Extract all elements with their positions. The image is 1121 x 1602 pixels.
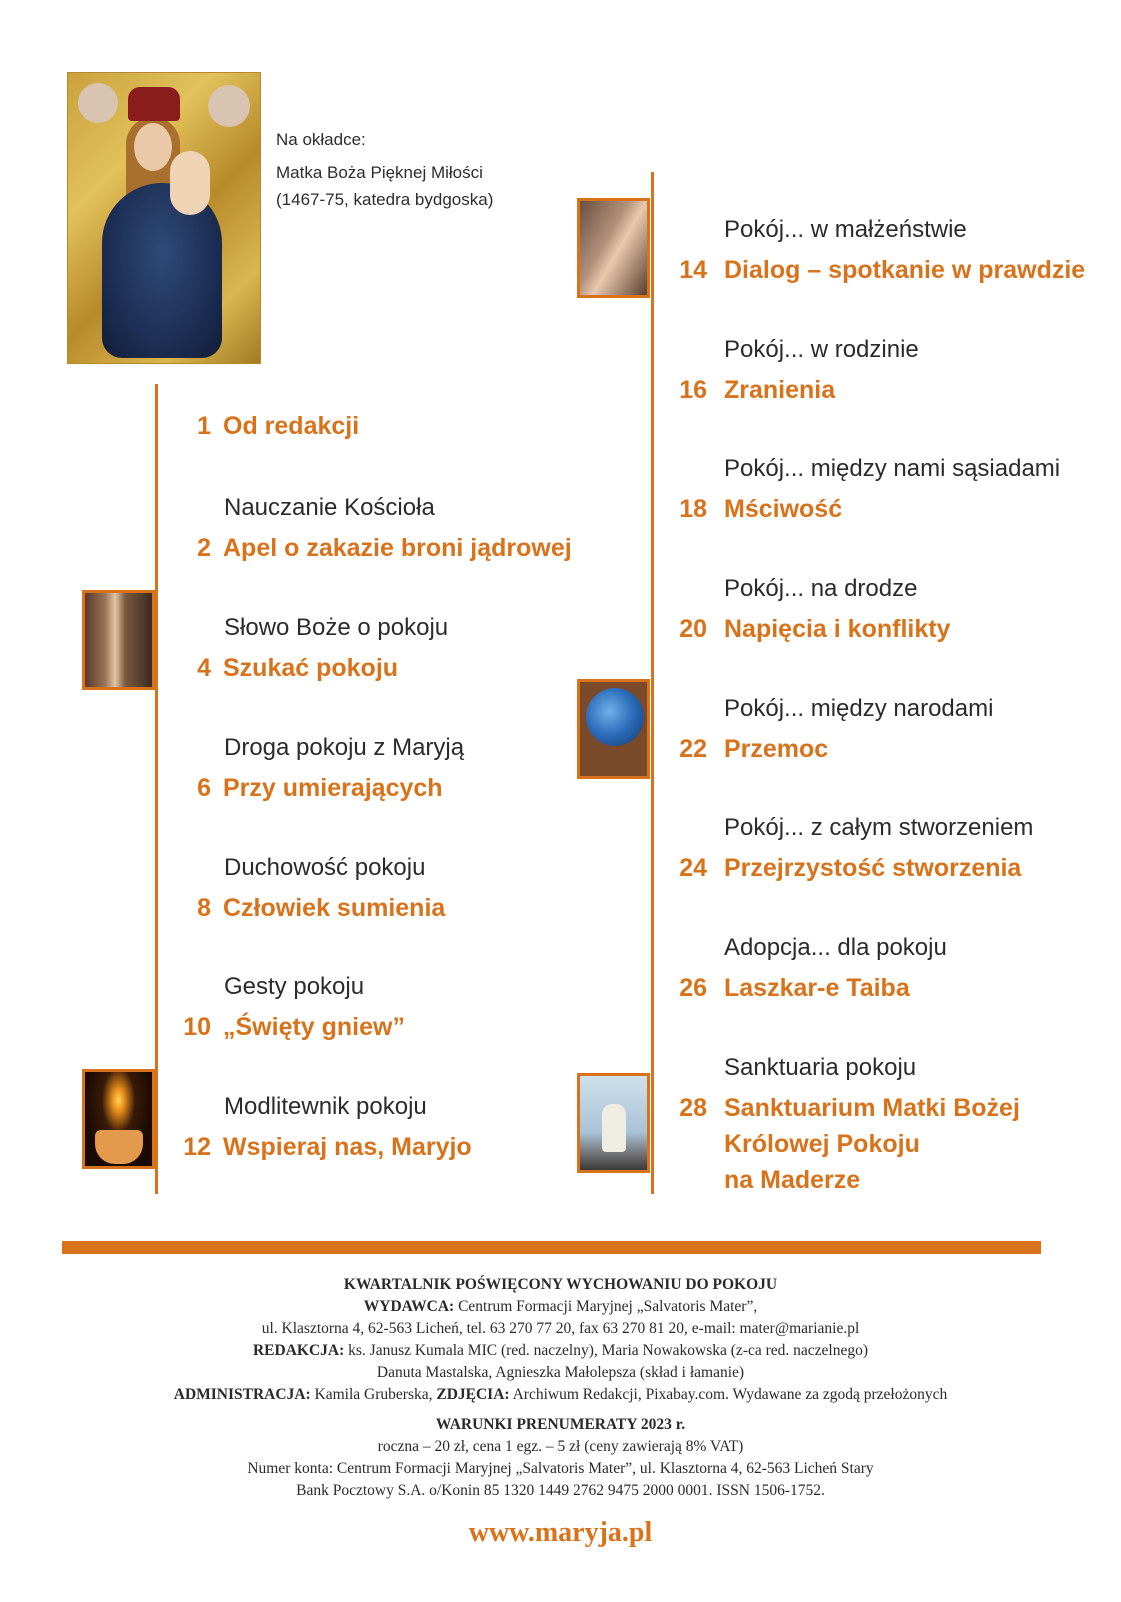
page-number: 22: [679, 735, 707, 763]
page-number: 14: [679, 256, 707, 284]
toc-entry-4[interactable]: [180, 614, 620, 686]
section-label: Nauczanie Kościoła: [224, 494, 435, 521]
cover-details: (1467-75, katedra bydgoska): [276, 190, 494, 209]
publication-info: [0, 1274, 1121, 1548]
page-number: 10: [183, 1013, 211, 1041]
photos: Archiwum Redakcji, Pixabay.com. Wydawane za zgodą przełożonych: [512, 1386, 948, 1403]
entry-title: Człowiek sumienia: [223, 894, 446, 922]
entry-title: Przy umierających: [223, 774, 443, 802]
section-label: Sanktuaria pokoju: [724, 1054, 917, 1081]
page-number: 8: [197, 894, 211, 922]
subscription-heading: WARUNKI PRENUMERATY 2023 r.: [435, 1416, 686, 1433]
toc-entry-2[interactable]: [180, 494, 620, 566]
footer-heading: KWARTALNIK POŚWIĘCONY WYCHOWANIU DO POKOJU: [343, 1276, 778, 1293]
cover-title: Matka Boża Pięknej Miłości: [276, 163, 483, 182]
entry-title: Szukać pokoju: [223, 654, 399, 682]
page-number: 6: [197, 774, 211, 802]
toc-entry-26[interactable]: [676, 934, 1106, 1006]
section-label: Pokój... z całym stworzeniem: [724, 814, 1034, 841]
thumb-painting: [82, 590, 155, 690]
section-label: Pokój... między narodami: [724, 695, 994, 722]
thumb-couple: [577, 198, 650, 298]
section-label: Pokój... w rodzinie: [724, 336, 919, 363]
right-divider-line: [651, 172, 654, 1194]
admin-label: ADMINISTRACJA:: [173, 1386, 311, 1403]
section-label: Adopcja... dla pokoju: [724, 934, 947, 961]
toc-entry-22[interactable]: [676, 695, 1106, 767]
section-label: Modlitewnik pokoju: [224, 1093, 427, 1120]
section-label: Słowo Boże o pokoju: [224, 614, 449, 641]
editors-line2: Danuta Mastalska, Agnieszka Małolepsza (skład i łamanie): [376, 1364, 745, 1381]
section-label: Duchowość pokoju: [224, 854, 426, 881]
website-link[interactable]: www.maryja.pl: [468, 1517, 653, 1548]
toc-entry-1[interactable]: [180, 408, 620, 444]
toc-entry-12[interactable]: [180, 1093, 620, 1165]
subscription: roczna – 20 zł, cena 1 egz. – 5 zł (ceny zawierają 8% VAT): [377, 1438, 744, 1455]
entry-title: Apel o zakazie broni jądrowej: [223, 534, 572, 562]
entry-title: Od redakcji: [223, 412, 360, 440]
cover-image: [67, 72, 261, 364]
entry-title-line2: Królowej Pokoju: [724, 1130, 920, 1158]
page-number: 24: [679, 854, 707, 882]
cover-caption: [276, 126, 493, 213]
footer-divider-bar: [62, 1241, 1041, 1254]
entry-title: Sanktuarium Matki Bożej: [724, 1094, 1020, 1122]
photos-label: ZDJĘCIA:: [436, 1386, 510, 1403]
toc-entry-16[interactable]: [676, 336, 1106, 408]
toc-entry-24[interactable]: [676, 814, 1106, 886]
entry-title: Napięcia i konflikty: [724, 615, 951, 643]
toc-entry-28[interactable]: [676, 1054, 1106, 1198]
entry-title: Zranienia: [724, 376, 836, 404]
entry-title: Mściwość: [724, 495, 843, 523]
toc-entry-20[interactable]: [676, 575, 1106, 647]
page-number: 28: [679, 1094, 707, 1122]
page-number: 16: [679, 376, 707, 404]
page-number: 4: [197, 654, 211, 682]
section-label: Pokój... w małżeństwie: [724, 216, 967, 243]
page-number: 20: [679, 615, 707, 643]
page-number: 12: [183, 1133, 211, 1161]
left-divider-line: [155, 384, 158, 1194]
publisher: Centrum Formacji Maryjnej „Salvatoris Mater”,: [458, 1298, 758, 1315]
toc-entry-6[interactable]: [180, 734, 620, 806]
entry-title: Przejrzystość stworzenia: [724, 854, 1022, 882]
thumb-candle: [82, 1069, 155, 1169]
cover-label: Na okładce:: [276, 130, 366, 149]
admin: Kamila Gruberska,: [314, 1386, 433, 1403]
entry-title: „Święty gniew”: [223, 1013, 405, 1041]
section-label: Droga pokoju z Maryją: [224, 734, 465, 761]
page-number: 26: [679, 974, 707, 1002]
entry-title-line3: na Maderze: [724, 1166, 861, 1194]
section-label: Pokój... między nami sąsiadami: [724, 455, 1061, 482]
editors-label: REDAKCJA:: [252, 1342, 345, 1359]
page-number: 2: [197, 534, 211, 562]
entry-title: Laszkar-e Taiba: [724, 974, 910, 1002]
page-number: 18: [679, 495, 707, 523]
toc-entry-14[interactable]: [676, 216, 1106, 288]
publisher-label: WYDAWCA:: [363, 1298, 455, 1315]
toc-entry-10[interactable]: [180, 973, 620, 1045]
account: Numer konta: Centrum Formacji Maryjnej „Salvatoris Mater”, ul. Klasztorna 4, 62-563 Licheń Stary: [247, 1460, 874, 1477]
section-label: Pokój... na drodze: [724, 575, 918, 602]
entry-title: Wspieraj nas, Maryjo: [223, 1133, 472, 1161]
page-number: 1: [197, 412, 211, 440]
section-label: Gesty pokoju: [224, 973, 365, 1000]
entry-title: Przemoc: [724, 735, 829, 763]
address: ul. Klasztorna 4, 62-563 Licheń, tel. 63 270 77 20, fax 63 270 81 20, e-mail: mater@marianie.pl: [261, 1320, 860, 1337]
toc-entry-18[interactable]: [676, 455, 1106, 527]
editors: ks. Janusz Kumala MIC (red. naczelny), Maria Nowakowska (z-ca red. naczelnego): [348, 1342, 869, 1359]
entry-title: Dialog – spotkanie w prawdzie: [724, 256, 1086, 284]
toc-entry-8[interactable]: [180, 854, 620, 926]
bank: Bank Pocztowy S.A. o/Konin 85 1320 1449 2762 9475 2000 0001. ISSN 1506-1752.: [296, 1482, 825, 1499]
